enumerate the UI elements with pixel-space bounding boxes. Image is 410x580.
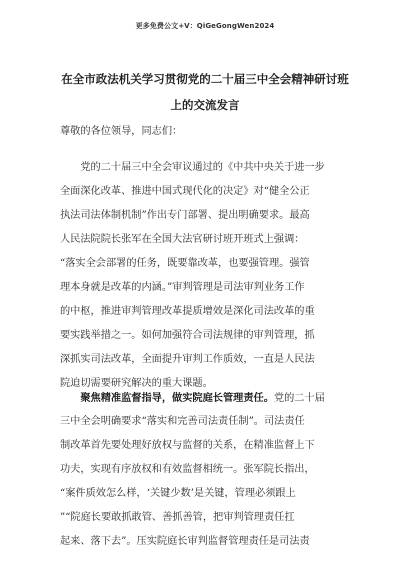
- greeting-text: 尊敬的各位领导，同志们：: [60, 126, 183, 137]
- paragraph-1-line: 理本身就是改革的内涵。”审判管理是司法审判业务工作: [60, 282, 305, 293]
- paragraph-1-line: 党的二十届三中全会审议通过的《中共中央关于进一步: [60, 162, 325, 173]
- paragraph-2-line: 制改革首先要处理好放权与监督的关系，在精准监督上下: [60, 440, 315, 451]
- paragraph-2-line: 功夫，实现有序放权和有效监督相统一。张军院长指出，: [60, 464, 315, 475]
- paragraph-2-line: “案件质效怎么样，‘关键少数’是关键，管理必须跟上: [60, 488, 296, 499]
- paragraph-2-line: 三中全会明确要求“落实和完善司法责任制”。司法责任: [60, 416, 305, 427]
- paragraph-2-line: 起来、落下去”。压实院庭长审判监督管理责任是司法责: [60, 536, 310, 547]
- paragraph-2-first-line: [60, 386, 354, 410]
- title-line-1: 在全市政法机关学习贯彻党的二十届三中全会精神研讨班: [61, 72, 349, 86]
- paragraph-1: [60, 156, 354, 396]
- title-line-2: 上的交流发言: [170, 98, 240, 112]
- paragraph-1-line: 深抓实司法改革，全面提升审判工作质效，一直是人民法: [60, 354, 315, 365]
- paragraph-2-line-rest: 党的二十届: [273, 393, 325, 404]
- paragraph-1-line: 的中枢，推进审判管理改革提质增效是深化司法改革的重: [60, 306, 315, 317]
- paragraph-1-line: 要实践举措之一。如何加强符合司法规律的审判管理，抓: [60, 330, 315, 341]
- paragraph-2-line: ”“院庭长要敢抓敢管、善抓善管，把审判管理责任扛: [60, 512, 295, 523]
- paragraph-1-line: 院迫切需要研究解决的重大课题。: [60, 378, 213, 389]
- paragraph-2: [60, 386, 354, 554]
- header-note: 更多免费公文+V：QiGeGongWen2024: [135, 22, 275, 30]
- paragraph-1-line: 执法司法体制机制”作出专门部署、提出明确要求。最高: [60, 210, 310, 221]
- paragraph-1-line: 人民法院院长张军在全国大法官研讨班开班式上强调：: [60, 234, 305, 245]
- paragraph-1-line: 全面深化改革、推进中国式现代化的决定》对“健全公正: [60, 186, 310, 197]
- paragraph-1-line: “落实全会部署的任务，既要靠改革，也要强管理。强管: [60, 258, 310, 269]
- section-heading: 聚焦精准监督指导，做实院庭长管理责任。: [60, 392, 274, 404]
- greeting: [60, 120, 354, 144]
- document-title: [60, 66, 350, 118]
